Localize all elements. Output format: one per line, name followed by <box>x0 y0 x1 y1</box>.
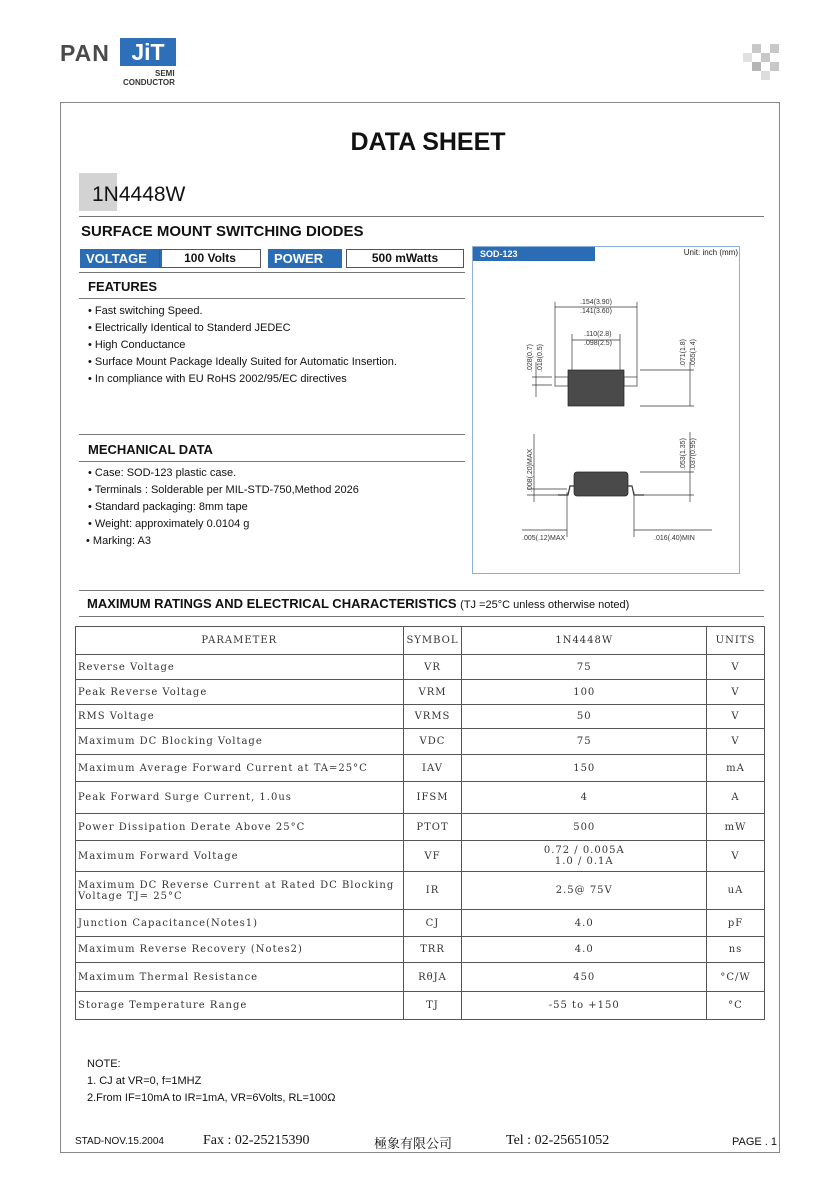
symbol-cell: PTOT <box>403 814 462 841</box>
header-cell: UNITS <box>707 627 765 655</box>
dim-text: .016(.40)MIN <box>654 535 695 542</box>
list-item: • Weight: approximately 0.0104 g <box>88 518 250 530</box>
param-cell: Junction Capacitance(Notes1) <box>76 910 404 937</box>
header-cell: SYMBOL <box>403 627 462 655</box>
mechanical-heading: MECHANICAL DATA <box>88 442 213 457</box>
dim-text: .018(0.5) <box>537 343 544 372</box>
package-dimension-drawing <box>472 262 740 574</box>
symbol-cell: IFSM <box>403 782 462 814</box>
value-cell <box>462 841 707 872</box>
symbol-cell: IR <box>403 872 462 910</box>
features-heading: FEATURES <box>88 279 158 294</box>
table-row <box>76 680 765 705</box>
package-name: SOD-123 <box>473 247 595 261</box>
table-row <box>76 782 765 814</box>
value-cell: 75 <box>462 729 707 755</box>
value-cell: 4.0 <box>462 910 707 937</box>
value-cell: 100 <box>462 680 707 705</box>
table-row <box>76 872 765 910</box>
value-cell: 75 <box>462 655 707 680</box>
dim-text: .005(.12)MAX <box>522 535 566 542</box>
header-cell: 1N4448W <box>462 627 707 655</box>
table-row <box>76 705 765 729</box>
dim-text: .055(1.4) <box>690 338 697 367</box>
footer-date: STAD-NOV.15.2004 <box>75 1136 164 1147</box>
diode-body-side-view <box>574 472 628 496</box>
value-cell: 150 <box>462 755 707 782</box>
notes-heading: NOTE: <box>87 1058 121 1070</box>
max-ratings-condition: (TJ =25°C unless otherwise noted) <box>460 599 630 611</box>
list-item: • Electrically Identical to Standerd JEDEC <box>88 322 291 334</box>
list-item: • Fast switching Speed. <box>88 305 203 317</box>
param-cell: Power Dissipation Derate Above 25°C <box>76 814 404 841</box>
value-cell: -55 to +150 <box>462 992 707 1020</box>
logo-semi-text: SEMI <box>155 69 175 78</box>
symbol-cell: VRMS <box>403 705 462 729</box>
value-cell: 450 <box>462 963 707 992</box>
footer-fax: Fax : 02-25215390 <box>203 1133 310 1148</box>
max-ratings-title <box>87 596 629 611</box>
param-cell: Maximum DC Blocking Voltage <box>76 729 404 755</box>
symbol-cell: TJ <box>403 992 462 1020</box>
diode-body-top-view <box>568 370 624 406</box>
param-cell: Maximum Forward Voltage <box>76 841 404 872</box>
value-cell: 4 <box>462 782 707 814</box>
symbol-cell: RθJA <box>403 963 462 992</box>
unit-cell: A <box>707 782 765 814</box>
symbol-cell: TRR <box>403 937 462 963</box>
table-row <box>76 910 765 937</box>
unit-cell: °C <box>707 992 765 1020</box>
lead-left <box>555 377 568 386</box>
max-ratings-title-text: MAXIMUM RATINGS AND ELECTRICAL CHARACTERISTICS <box>87 596 457 611</box>
symbol-cell: VRM <box>403 680 462 705</box>
dim-text: .071(1.8) <box>680 338 687 367</box>
dim-text: .098(2.5) <box>584 340 613 347</box>
part-number: 1N4448W <box>92 183 186 206</box>
table-row <box>76 814 765 841</box>
unit-cell: °C/W <box>707 963 765 992</box>
footer-company: 極象有限公司 <box>374 1137 453 1152</box>
power-label: POWER <box>268 249 342 268</box>
list-item: • Standard packaging: 8mm tape <box>88 501 248 513</box>
table-row <box>76 992 765 1020</box>
param-cell: Maximum Thermal Resistance <box>76 963 404 992</box>
dim-text: .028(0.7) <box>527 343 534 372</box>
unit-cell: V <box>707 680 765 705</box>
table-row <box>76 937 765 963</box>
symbol-cell: CJ <box>403 910 462 937</box>
table-row <box>76 963 765 992</box>
param-cell: Storage Temperature Range <box>76 992 404 1020</box>
param-cell: Maximum Reverse Recovery (Notes2) <box>76 937 404 963</box>
dim-text: .037(0.95) <box>690 438 697 470</box>
dim-text: .154(3.90) <box>580 299 612 306</box>
table-row <box>76 655 765 680</box>
divider <box>79 272 465 273</box>
page-title: DATA SHEET <box>350 128 506 156</box>
symbol-cell: VDC <box>403 729 462 755</box>
list-item: • Terminals : Solderable per MIL-STD-750,Method 2026 <box>88 484 359 496</box>
list-item: • High Conductance <box>88 339 186 351</box>
footer-page: PAGE . 1 <box>732 1136 778 1148</box>
dim-text: .110(2.8) <box>584 331 612 338</box>
dim-text: .141(3.60) <box>580 308 612 315</box>
value-cell: 4.0 <box>462 937 707 963</box>
param-line: Maximum DC Reverse Current at Rated DC Blocking <box>78 879 395 891</box>
divider <box>79 216 764 217</box>
spec-table <box>75 626 765 1020</box>
param-cell <box>76 872 404 910</box>
symbol-cell: IAV <box>403 755 462 782</box>
param-cell: Peak Reverse Voltage <box>76 680 404 705</box>
dim-text: .053(1.35) <box>680 438 687 470</box>
note-item: 1. CJ at VR=0, f=1MHZ <box>87 1075 202 1087</box>
table-row <box>76 755 765 782</box>
lead-right <box>624 377 637 386</box>
value-line: 0.72 / 0.005A <box>543 845 625 856</box>
unit-cell: mW <box>707 814 765 841</box>
logo-pan-text: PAN <box>60 40 110 66</box>
logo-jit-text: JiT <box>120 38 176 66</box>
param-cell: Maximum Average Forward Current at TA=25°C <box>76 755 404 782</box>
symbol-cell: VR <box>403 655 462 680</box>
value-cell: 50 <box>462 705 707 729</box>
value-cell: 500 <box>462 814 707 841</box>
list-item: • Case: SOD-123 plastic case. <box>88 467 237 479</box>
param-cell: Peak Forward Surge Current, 1.0us <box>76 782 404 814</box>
param-line: Voltage TJ= 25°C <box>78 890 183 902</box>
header-cell: PARAMETER <box>76 627 404 655</box>
table-row <box>76 729 765 755</box>
value-line: 1.0 / 0.1A <box>554 856 614 867</box>
table-row <box>76 841 765 872</box>
unit-cell: pF <box>707 910 765 937</box>
subtitle: SURFACE MOUNT SWITCHING DIODES <box>81 223 364 240</box>
unit-cell: mA <box>707 755 765 782</box>
divider <box>79 434 465 435</box>
divider <box>79 616 764 617</box>
divider <box>79 590 764 591</box>
table-header-row <box>76 627 765 655</box>
unit-cell: ns <box>707 937 765 963</box>
dim-text: .008(.20)MAX <box>527 448 534 492</box>
lead-side-right <box>626 486 644 495</box>
logo-conductor-text: CONDUCTOR <box>123 78 175 87</box>
package-unit: Unit: inch (mm) <box>683 248 738 257</box>
unit-cell: V <box>707 841 765 872</box>
param-cell: RMS Voltage <box>76 705 404 729</box>
footer-tel: Tel : 02-25651052 <box>506 1133 610 1148</box>
param-cell: Reverse Voltage <box>76 655 404 680</box>
list-item: • In compliance with EU RoHS 2002/95/EC directives <box>88 373 347 385</box>
divider <box>79 298 465 299</box>
unit-cell: V <box>707 705 765 729</box>
voltage-value: 100 Volts <box>159 249 261 268</box>
unit-cell: uA <box>707 872 765 910</box>
value-cell: 2.5@ 75V <box>462 872 707 910</box>
divider <box>79 461 465 462</box>
note-item: 2.From IF=10mA to IR=1mA, VR=6Volts, RL=100Ω <box>87 1092 336 1104</box>
list-item: • Marking: A3 <box>86 535 151 547</box>
unit-cell: V <box>707 655 765 680</box>
voltage-label: VOLTAGE <box>80 249 162 268</box>
power-value: 500 mWatts <box>346 249 464 268</box>
symbol-cell: VF <box>403 841 462 872</box>
list-item: • Surface Mount Package Ideally Suited for Automatic Insertion. <box>88 356 397 368</box>
unit-cell: V <box>707 729 765 755</box>
